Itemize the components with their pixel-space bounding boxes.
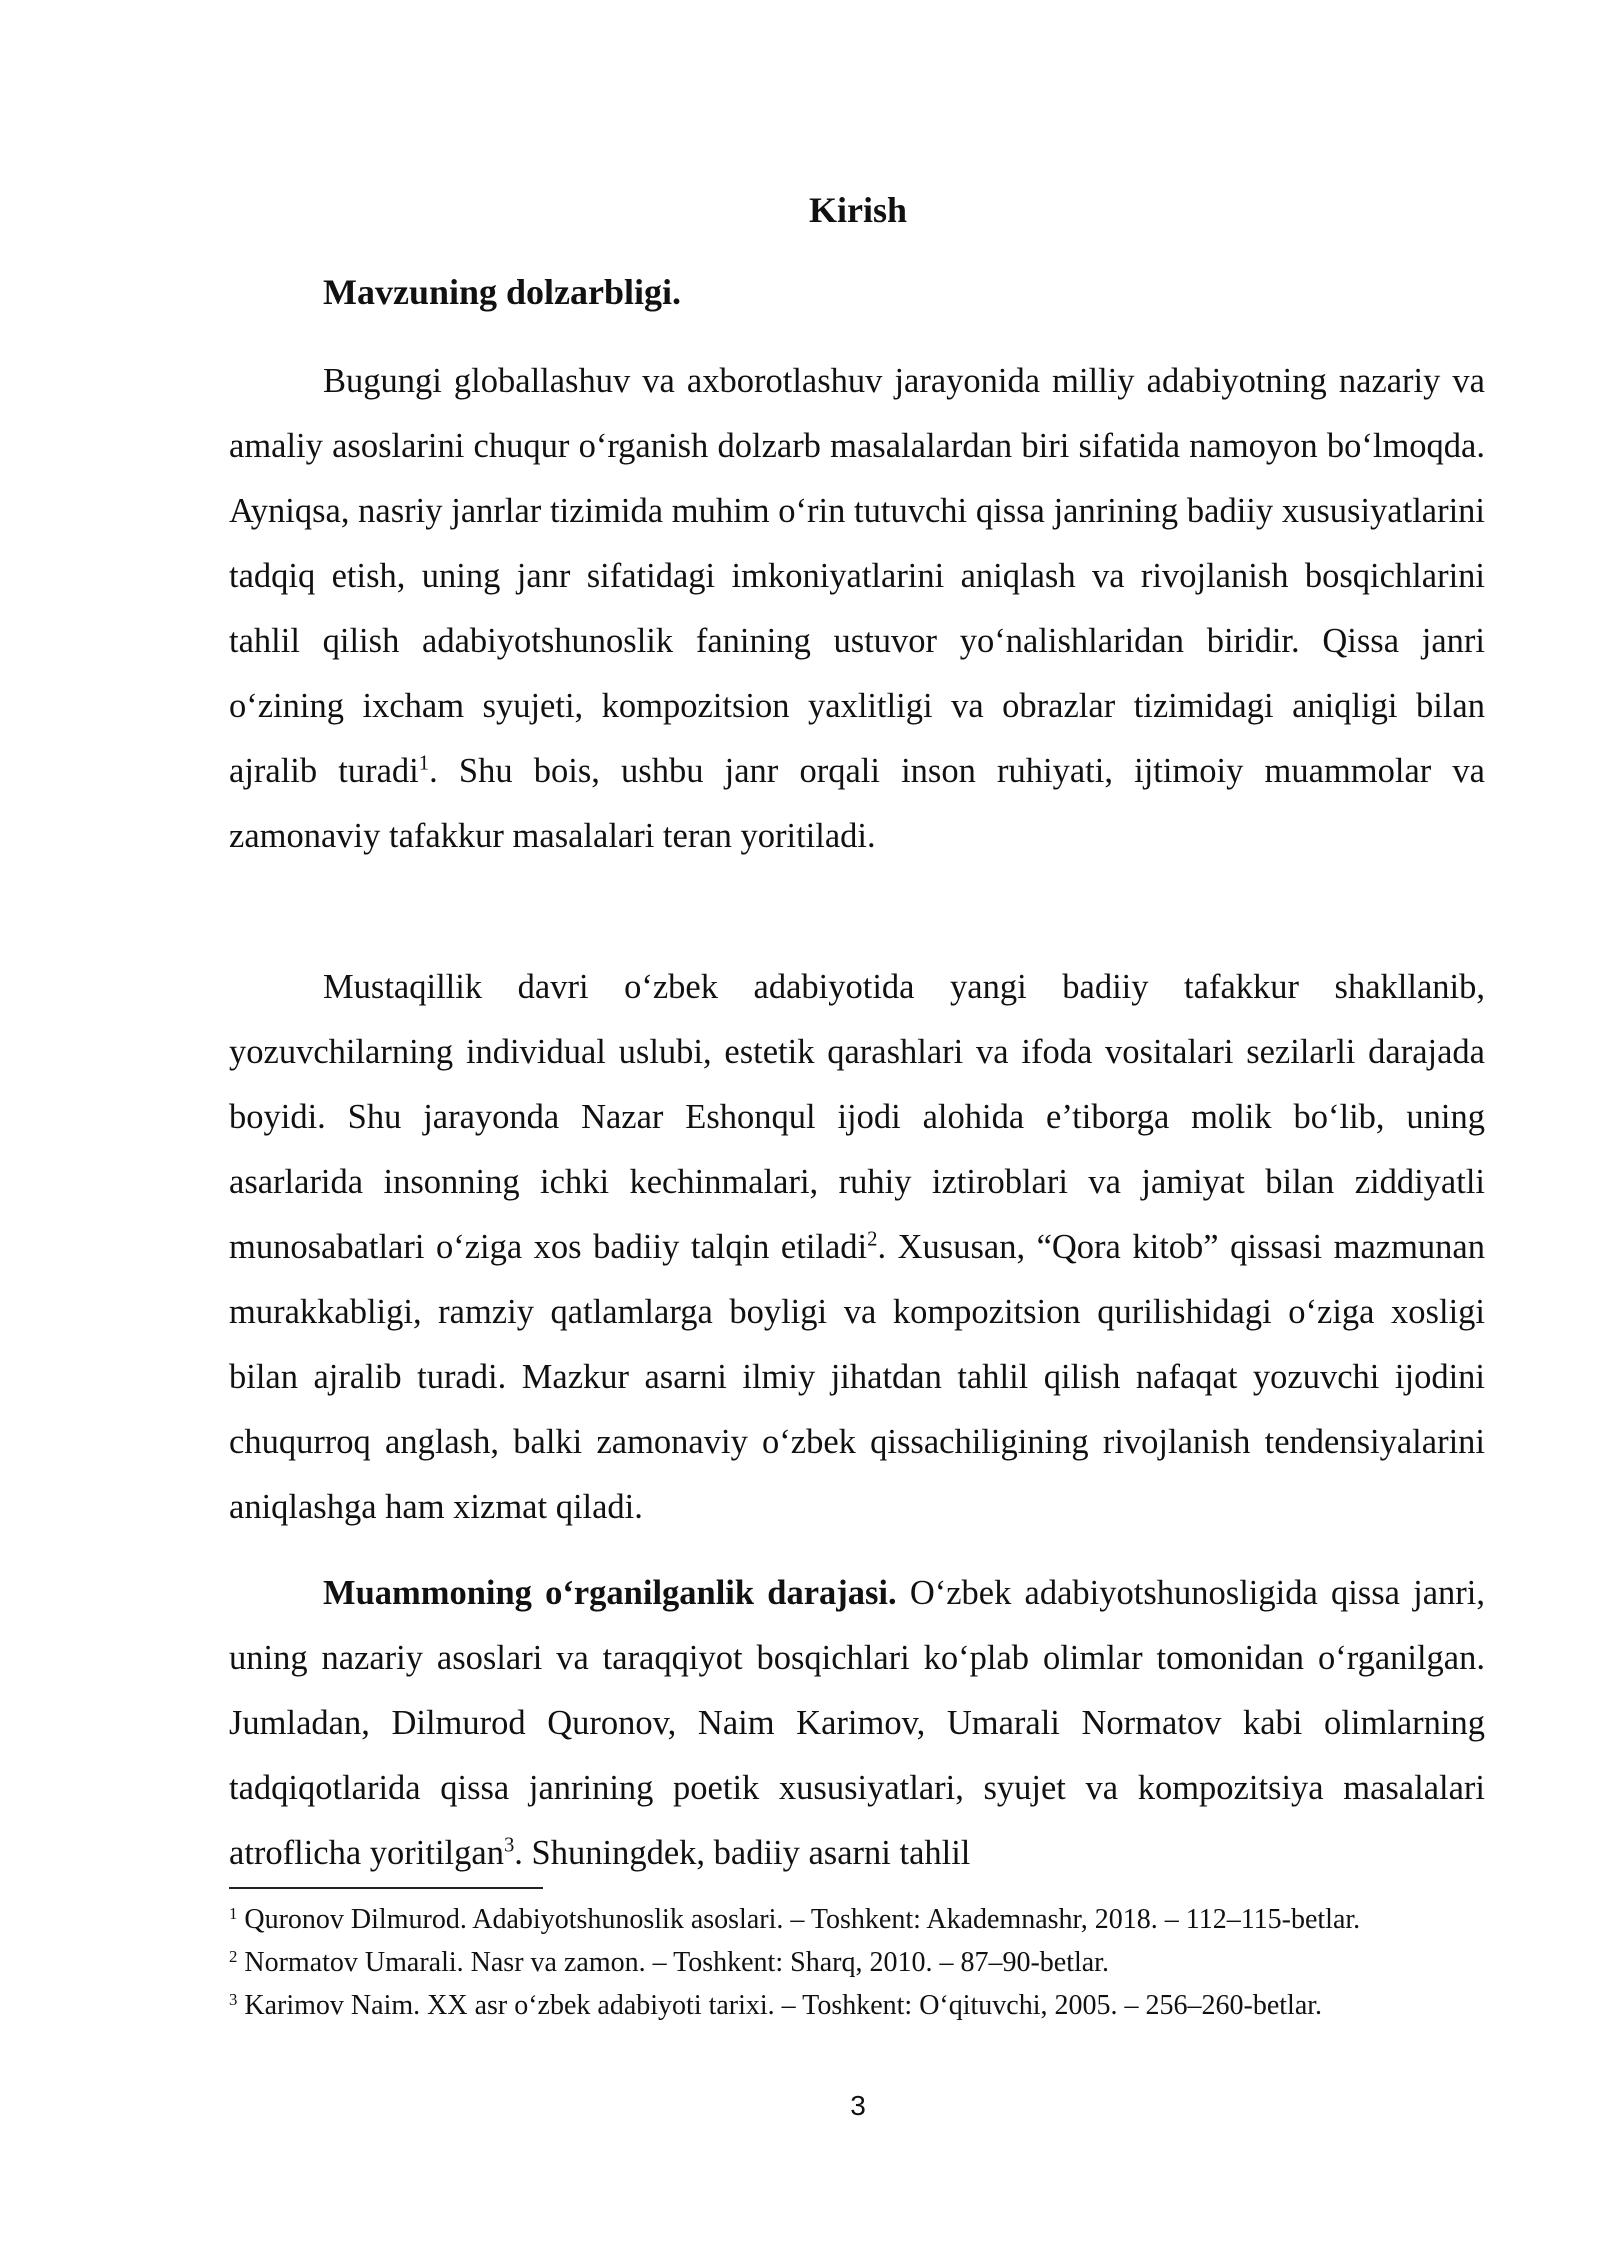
paragraph-2	[229, 955, 1485, 1540]
section-heading: Mavzuning dolzarbligi.	[323, 272, 682, 312]
footnote-2	[229, 1938, 1485, 1981]
footnote-1	[229, 1895, 1485, 1938]
paragraph-text: . Shu bois, ushbu janr orqali inson ruhiyati, ijtimoiy muammolar va zamonaviy tafakkur masalalari teran yoritiladi.	[229, 752, 1485, 855]
paragraph-1	[229, 349, 1485, 869]
footnote-ref: 2	[867, 1228, 878, 1251]
footnote-ref: 1	[418, 752, 430, 775]
page-number: 3	[850, 2090, 866, 2121]
footnote-number: 1	[229, 1904, 238, 1923]
paragraph-text: O‘zbek adabiyotshunosligida qissa janri, uning nazariy asoslari va taraqqiyot bosqichlari ko‘plab olimlar tomonidan o‘rganilgan. Jumladan, Dilmurod Quronov, Naim Karimov, Umarali Normatov kabi olimlarning tadqiqotlarida qissa janrining poetik xususiyatlari, syujet va kompozitsiya masalalari atroflicha yoritilgan	[229, 1574, 1485, 1872]
footnote-number: 2	[229, 1947, 238, 1967]
page-title: Kirish	[808, 190, 907, 230]
paragraph-text: . Xususan, “Qora kitob” qissasi mazmunan murakkabligi, ramziy qatlamlarga boyligi va kompozitsion qurilishidagi o‘ziga xosligi bilan ajralib turadi. Mazkur asarni ilmiy jihatdan tahlil qilish nafaqat yozuvchi ijodini chuqurroq anglash, balki zamonaviy o‘zbek qissachiligining rivojlanish tendensiyalarini aniqlashga ham xizmat qiladi.	[229, 1228, 1485, 1526]
footnote-text: Quronov Dilmurod. Adabiyotshunoslik asoslari. – Toshkent: Akademnashr, 2018. – 112–115-betlar.	[237, 1904, 1361, 1936]
paragraph-lead-heading: Muammoning o‘rganilganlik darajasi.	[323, 1574, 897, 1612]
footnote-ref: 3	[503, 1834, 515, 1857]
footnote-text: Karimov Naim. XX asr o‘zbek adabiyoti tarixi. – Toshkent: O‘qituvchi, 2005. – 256–260-betlar.	[237, 1990, 1323, 2022]
footnotes	[229, 1895, 1485, 2025]
footnote-3	[229, 1981, 1485, 2024]
paragraph-text: Mustaqillik davri o‘zbek adabiyotida yangi badiiy tafakkur shakllanib, yozuvchilarning individual uslubi, estetik qarashlari va ifoda vositalari sezilarli darajada boyidi. Shu jarayonda Nazar Eshonqul ijodi alohida e’tiborga molik bo‘lib, uning asarlarida insonning ichki kechinmalari, ruhiy iztiroblari va jamiyat bilan ziddiyatli munosabatlari o‘ziga xos badiiy talqin etiladi	[229, 968, 1485, 1266]
paragraph-text: Bugungi globallashuv va axborotlashuv jarayonida milliy adabiyotning nazariy va amaliy asoslarini chuqur o‘rganish dolzarb masalalardan biri sifatida namoyon bo‘lmoqda. Ayniqsa, nasriy janrlar tizimida muhim o‘rin tutuvchi qissa janrining badiiy xususiyatlarini tadqiq etish, uning janr sifatidagi imkoniyatlarini aniqlash va rivojlanish bosqichlarini tahlil qilish adabiyotshunoslik fanining ustuvor yo‘nalishlaridan biridir. Qissa janri o‘zining ixcham syujeti, kompozitsion yaxlitligi va obrazlar tizimidagi aniqligi bilan ajralib turadi	[229, 362, 1485, 790]
footnote-number: 3	[229, 1990, 238, 2010]
paragraph-text: . Shuningdek, badiiy asarni tahlil	[514, 1834, 971, 1872]
paragraph-3	[229, 1561, 1485, 1886]
footnote-separator	[229, 1887, 543, 1889]
footnote-text: Normatov Umarali. Nasr va zamon. – Toshkent: Sharq, 2010. – 87–90-betlar.	[237, 1947, 1109, 1979]
